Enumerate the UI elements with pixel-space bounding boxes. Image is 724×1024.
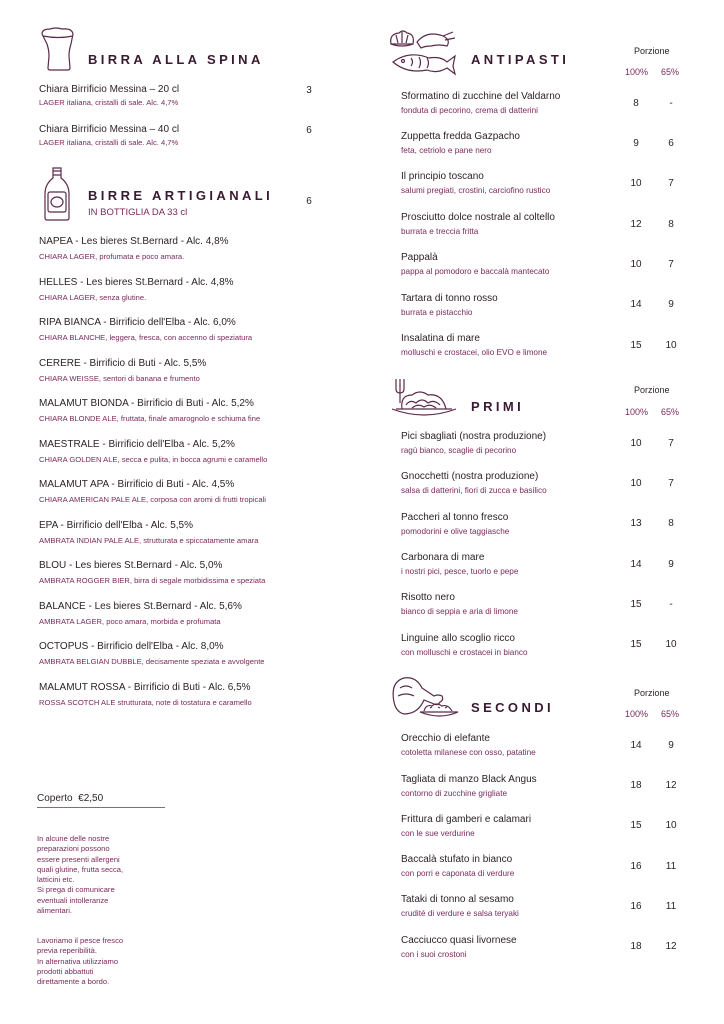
dish-price-full: 13 xyxy=(630,518,642,529)
dish-name: Baccalà stufato in bianco xyxy=(401,854,513,865)
dish-price-small: 9 xyxy=(668,740,674,751)
dish-name: Risotto nero xyxy=(401,592,455,603)
dish-desc: burrata e pistacchio xyxy=(401,308,473,317)
dish-price-small: 11 xyxy=(665,861,677,872)
coperto-price: Coperto €2,50 xyxy=(37,793,104,804)
dish-desc: i nostri pici, pesce, tuorlo e pepe xyxy=(401,567,519,576)
dish-desc: crudité di verdure e salsa teryaki xyxy=(401,909,519,918)
section-title-secondi: SECONDI xyxy=(471,700,555,715)
dish-price-small: 12 xyxy=(665,780,677,791)
porzione-label: Porzione xyxy=(634,385,670,395)
beer-item-name: BALANCE - Les bieres St.Bernard - Alc. 5,6% xyxy=(39,601,242,612)
dish-price-small: 8 xyxy=(668,219,674,230)
pasta-plate-icon xyxy=(390,375,458,421)
dish-price-small: 7 xyxy=(668,259,674,270)
dish-name: Gnocchetti (nostra produzione) xyxy=(401,471,539,482)
dish-price-small: 10 xyxy=(665,820,677,831)
beer-item-name: HELLES - Les bieres St.Bernard - Alc. 4,8% xyxy=(39,277,234,288)
section-title-artigianali: BIRRE ARTIGIANALI xyxy=(88,188,274,203)
dish-name: Il principio toscano xyxy=(401,171,484,182)
porzione-label: Porzione xyxy=(634,688,670,698)
spina-item-price: 3 xyxy=(306,85,312,96)
artigianali-price: 6 xyxy=(306,196,312,207)
spina-item-desc: LAGER italiana, cristalli di sale. Alc. 4,7% xyxy=(39,138,179,147)
seafood-icon xyxy=(387,28,459,78)
dish-desc: salumi pregiati, crostini, carciofino rustico xyxy=(401,186,551,195)
dish-desc: salsa di datterini, fiori di zucca e basilico xyxy=(401,486,547,495)
beer-item-desc: CHIARA BLANCHE, leggera, fresca, con accenno di speziatura xyxy=(39,333,253,342)
dish-price-small: 10 xyxy=(665,639,677,650)
dish-name: Paccheri al tonno fresco xyxy=(401,512,509,523)
allergen-note: In alcune delle nostre preparazioni possono essere presenti allergeni quali glutine, frutta secca, latticini etc. Si prega di comunicare eventuali intolleranze alimentari. xyxy=(37,834,124,916)
dish-price-full: 8 xyxy=(633,98,639,109)
spina-item-name: Chiara Birrificio Messina – 40 cl xyxy=(39,124,180,135)
dish-price-full: 18 xyxy=(630,780,642,791)
dish-name: Tartara di tonno rosso xyxy=(401,293,498,304)
dish-desc: fonduta di pecorino, crema di datterini xyxy=(401,106,538,115)
pct-small-header: 65% xyxy=(661,709,680,719)
dish-price-full: 10 xyxy=(630,478,642,489)
beer-glass-icon xyxy=(38,26,80,72)
pct-full-header: 100% xyxy=(625,407,649,417)
dish-desc: burrata e treccia fritta xyxy=(401,227,479,236)
dish-price-small: 8 xyxy=(668,518,674,529)
spina-item-price: 6 xyxy=(306,125,312,136)
pct-small-header: 65% xyxy=(661,67,680,77)
dish-desc: cotoletta milanese con osso, patatine xyxy=(401,748,536,757)
dish-price-full: 10 xyxy=(630,178,642,189)
dish-price-small: 9 xyxy=(668,559,674,570)
beer-item-name: MAESTRALE - Birrificio dell'Elba - Alc. 5,2% xyxy=(39,439,235,450)
beer-item-desc: CHIARA BLONDE ALE, fruttata, finale amarognolo e schiuma fine xyxy=(39,414,261,423)
dish-price-small: - xyxy=(669,599,673,610)
pct-small-header: 65% xyxy=(661,407,680,417)
dish-name: Prosciutto dolce nostrale al coltello xyxy=(401,212,555,223)
fish-note: Lavoriamo il pesce fresco previa reperibilità. In alternativa utilizziamo prodotti abbattuti direttamente a bordo. xyxy=(37,936,124,987)
dish-price-small: 6 xyxy=(668,138,674,149)
dish-price-full: 15 xyxy=(630,820,642,831)
beer-item-name: MALAMUT APA - Birrificio di Buti - Alc. 4,5% xyxy=(39,479,235,490)
beer-item-name: OCTOPUS - Birrificio dell'Elba - Alc. 8,0% xyxy=(39,641,224,652)
dish-price-full: 18 xyxy=(630,941,642,952)
dish-desc: pomodorini e olive taggiasche xyxy=(401,527,510,536)
dish-name: Linguine allo scoglio ricco xyxy=(401,633,515,644)
beer-item-name: CERERE - Birrificio di Buti - Alc. 5,5% xyxy=(39,358,207,369)
dish-price-small: - xyxy=(669,98,673,109)
beer-item-desc: CHIARA WEISSE, sentori di banana e frumento xyxy=(39,374,200,383)
dish-name: Pici sbagliati (nostra produzione) xyxy=(401,431,547,442)
beer-item-name: MALAMUT ROSSA - Birrificio di Buti - Alc. 6,5% xyxy=(39,682,251,693)
beer-item-desc: AMBRATA BELGIAN DUBBLE, decisamente speziata e avvolgente xyxy=(39,657,265,666)
beer-item-name: BLOU - Les bieres St.Bernard - Alc. 5,0% xyxy=(39,560,223,571)
dish-price-full: 14 xyxy=(630,740,642,751)
beer-bottle-icon xyxy=(40,166,74,222)
dish-price-full: 15 xyxy=(630,599,642,610)
dish-name: Sformatino di zucchine del Valdarno xyxy=(401,91,561,102)
dish-name: Cacciucco quasi livornese xyxy=(401,935,517,946)
beer-item-desc: ROSSA SCOTCH ALE strutturata, note di tostatura e caramello xyxy=(39,698,252,707)
dish-desc: con i suoi crostoni xyxy=(401,950,467,959)
pct-full-header: 100% xyxy=(625,709,649,719)
dish-price-full: 9 xyxy=(633,138,639,149)
dish-price-full: 16 xyxy=(630,861,642,872)
dish-desc: contorno di zucchine grigliate xyxy=(401,789,508,798)
dish-desc: pappa al pomodoro e baccalà mantecato xyxy=(401,267,550,276)
dish-price-full: 10 xyxy=(630,438,642,449)
dish-price-full: 14 xyxy=(630,559,642,570)
dish-desc: bianco di seppia e aria di limone xyxy=(401,607,518,616)
dish-name: Carbonara di mare xyxy=(401,552,485,563)
pct-full-header: 100% xyxy=(625,67,649,77)
porzione-label: Porzione xyxy=(634,46,670,56)
dish-price-small: 7 xyxy=(668,478,674,489)
beer-item-desc: CHIARA AMERICAN PALE ALE, corposa con aromi di frutti tropicali xyxy=(39,495,266,504)
beer-item-desc: AMBRATA ROGGER BIER, birra di segale morbidissima e speziata xyxy=(39,576,266,585)
beer-item-desc: AMBRATA INDIAN PALE ALE, strutturata e spiccatamente amara xyxy=(39,536,259,545)
spina-item-desc: LAGER italiana, cristalli di sale. Alc. 4,7% xyxy=(39,98,179,107)
dish-price-full: 15 xyxy=(630,639,642,650)
dish-price-small: 9 xyxy=(668,299,674,310)
dish-price-full: 12 xyxy=(630,219,642,230)
beer-item-desc: CHIARA LAGER, profumata e poco amara. xyxy=(39,252,185,261)
dish-price-small: 7 xyxy=(668,438,674,449)
dish-name: Tagliata di manzo Black Angus xyxy=(401,774,537,785)
section-title-primi: PRIMI xyxy=(471,399,525,414)
dish-price-full: 16 xyxy=(630,901,642,912)
beer-item-desc: CHIARA GOLDEN ALE, secca e pulita, in bocca agrumi e caramello xyxy=(39,455,268,464)
dish-desc: con molluschi e crostacei in bianco xyxy=(401,648,528,657)
dish-desc: feta, cetriolo e pane nero xyxy=(401,146,492,155)
dish-desc: con le sue verdurine xyxy=(401,829,475,838)
dish-price-full: 10 xyxy=(630,259,642,270)
dish-name: Pappalà xyxy=(401,252,438,263)
dish-name: Frittura di gamberi e calamari xyxy=(401,814,532,825)
coperto-divider xyxy=(37,807,165,808)
dish-price-small: 11 xyxy=(665,901,677,912)
dish-price-small: 12 xyxy=(665,941,677,952)
dish-price-full: 15 xyxy=(630,340,642,351)
section-title-spina: BIRRA ALLA SPINA xyxy=(88,52,264,67)
dish-name: Zuppetta fredda Gazpacho xyxy=(401,131,520,142)
spina-item-name: Chiara Birrificio Messina – 20 cl xyxy=(39,84,180,95)
dish-desc: con porri e caponata di verdure xyxy=(401,869,515,878)
dish-name: Tataki di tonno al sesamo xyxy=(401,894,514,905)
dish-price-full: 14 xyxy=(630,299,642,310)
beer-item-desc: CHIARA LAGER, senza glutine. xyxy=(39,293,147,302)
dish-desc: ragù bianco, scaglie di pecorino xyxy=(401,446,517,455)
section-title-antipasti: ANTIPASTI xyxy=(471,52,570,67)
beer-item-name: EPA - Birrificio dell'Elba - Alc. 5,5% xyxy=(39,520,194,531)
dish-price-small: 7 xyxy=(668,178,674,189)
dish-desc: molluschi e crostacei, olio EVO e limone xyxy=(401,348,548,357)
dish-name: Insalatina di mare xyxy=(401,333,480,344)
beer-item-name: RIPA BIANCA - Birrificio dell'Elba - Alc. 6,0% xyxy=(39,317,236,328)
beer-item-name: MALAMUT BIONDA - Birrificio di Buti - Alc. 5,2% xyxy=(39,398,254,409)
beer-item-name: NAPEA - Les bieres St.Bernard - Alc. 4,8% xyxy=(39,236,229,247)
dish-name: Orecchio di elefante xyxy=(401,733,490,744)
ham-dish-icon xyxy=(390,674,460,722)
beer-item-desc: AMBRATA LAGER, poco amara, morbida e profumata xyxy=(39,617,221,626)
section-subtitle-artigianali: IN BOTTIGLIA DA 33 cl xyxy=(88,207,188,218)
dish-price-small: 10 xyxy=(665,340,677,351)
